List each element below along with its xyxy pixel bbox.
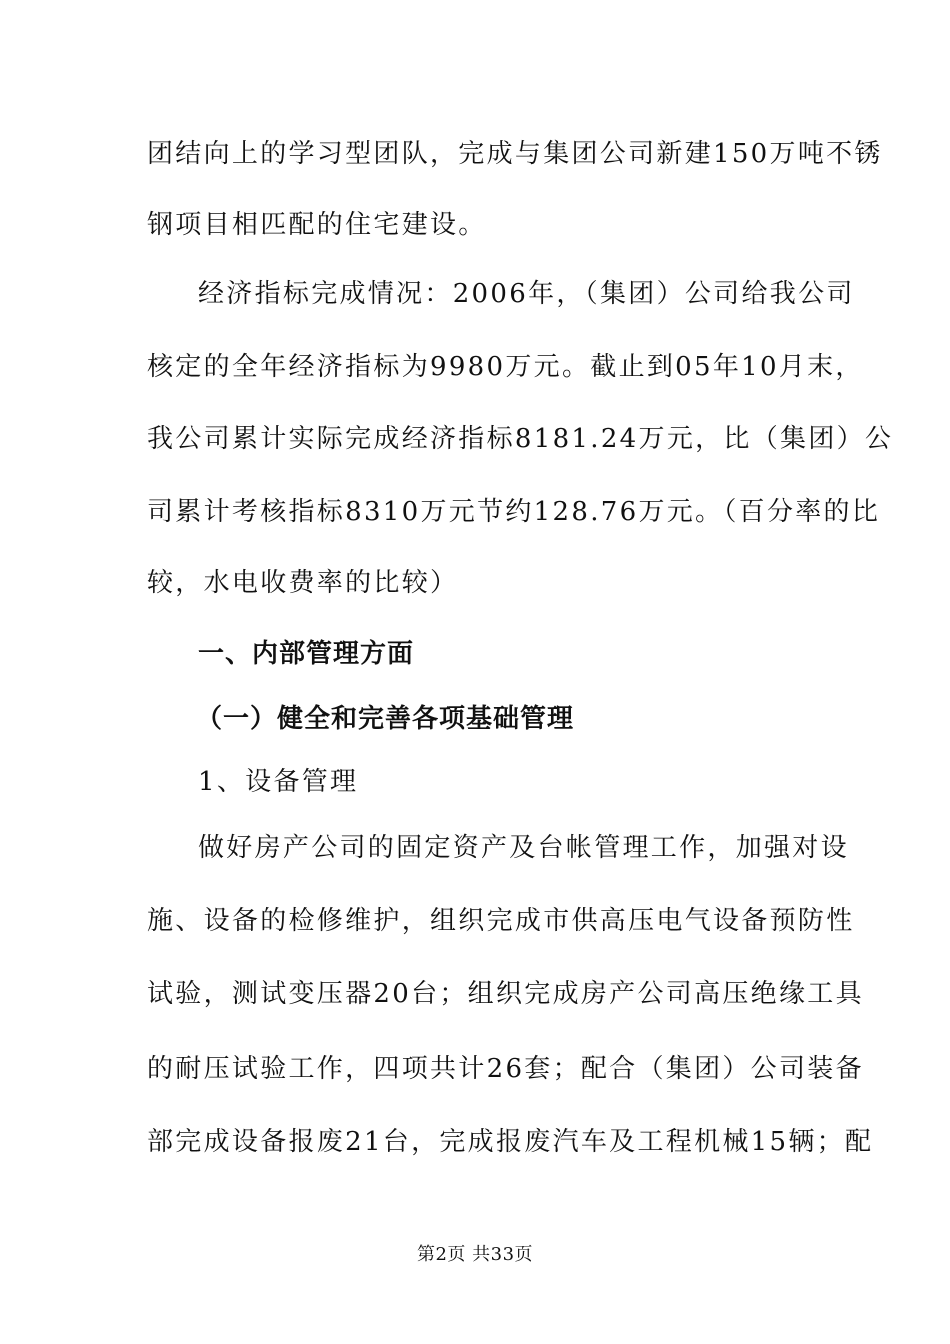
body-line: 司累计考核指标8310万元节约128.76万元。（百分率的比 [147,497,881,527]
paragraph-line: 试验，测试变压器20台；组织完成房产公司高压绝缘工具 [147,979,864,1009]
body-line: 较，水电收费率的比较） [147,568,459,598]
paragraph-line: 做好房产公司的固定资产及台帐管理工作，加强对设 [198,833,849,863]
body-line: 团结向上的学习型团队，完成与集团公司新建150万吨不锈 [147,139,883,169]
body-line: 经济指标完成情况：2006年，（集团）公司给我公司 [198,279,855,309]
item-heading: 1、设备管理 [198,767,359,797]
paragraph-line: 的耐压试验工作，四项共计26套；配合（集团）公司装备 [147,1054,864,1084]
body-line: 我公司累计实际完成经济指标8181.24万元，比（集团）公 [147,424,894,454]
page-number: 第2页 共33页 [416,1244,534,1265]
subsection-heading: （一）健全和完善各项基础管理 [196,704,575,734]
paragraph-line: 部完成设备报废21台，完成报废汽车及工程机械15辆；配 [147,1127,874,1157]
body-line: 核定的全年经济指标为9980万元。截止到05年10月末， [147,352,864,382]
section-heading: 一、内部管理方面 [198,639,415,669]
paragraph-line: 施、设备的检修维护，组织完成市供高压电气设备预防性 [147,906,855,936]
body-line: 钢项目相匹配的住宅建设。 [147,210,487,240]
